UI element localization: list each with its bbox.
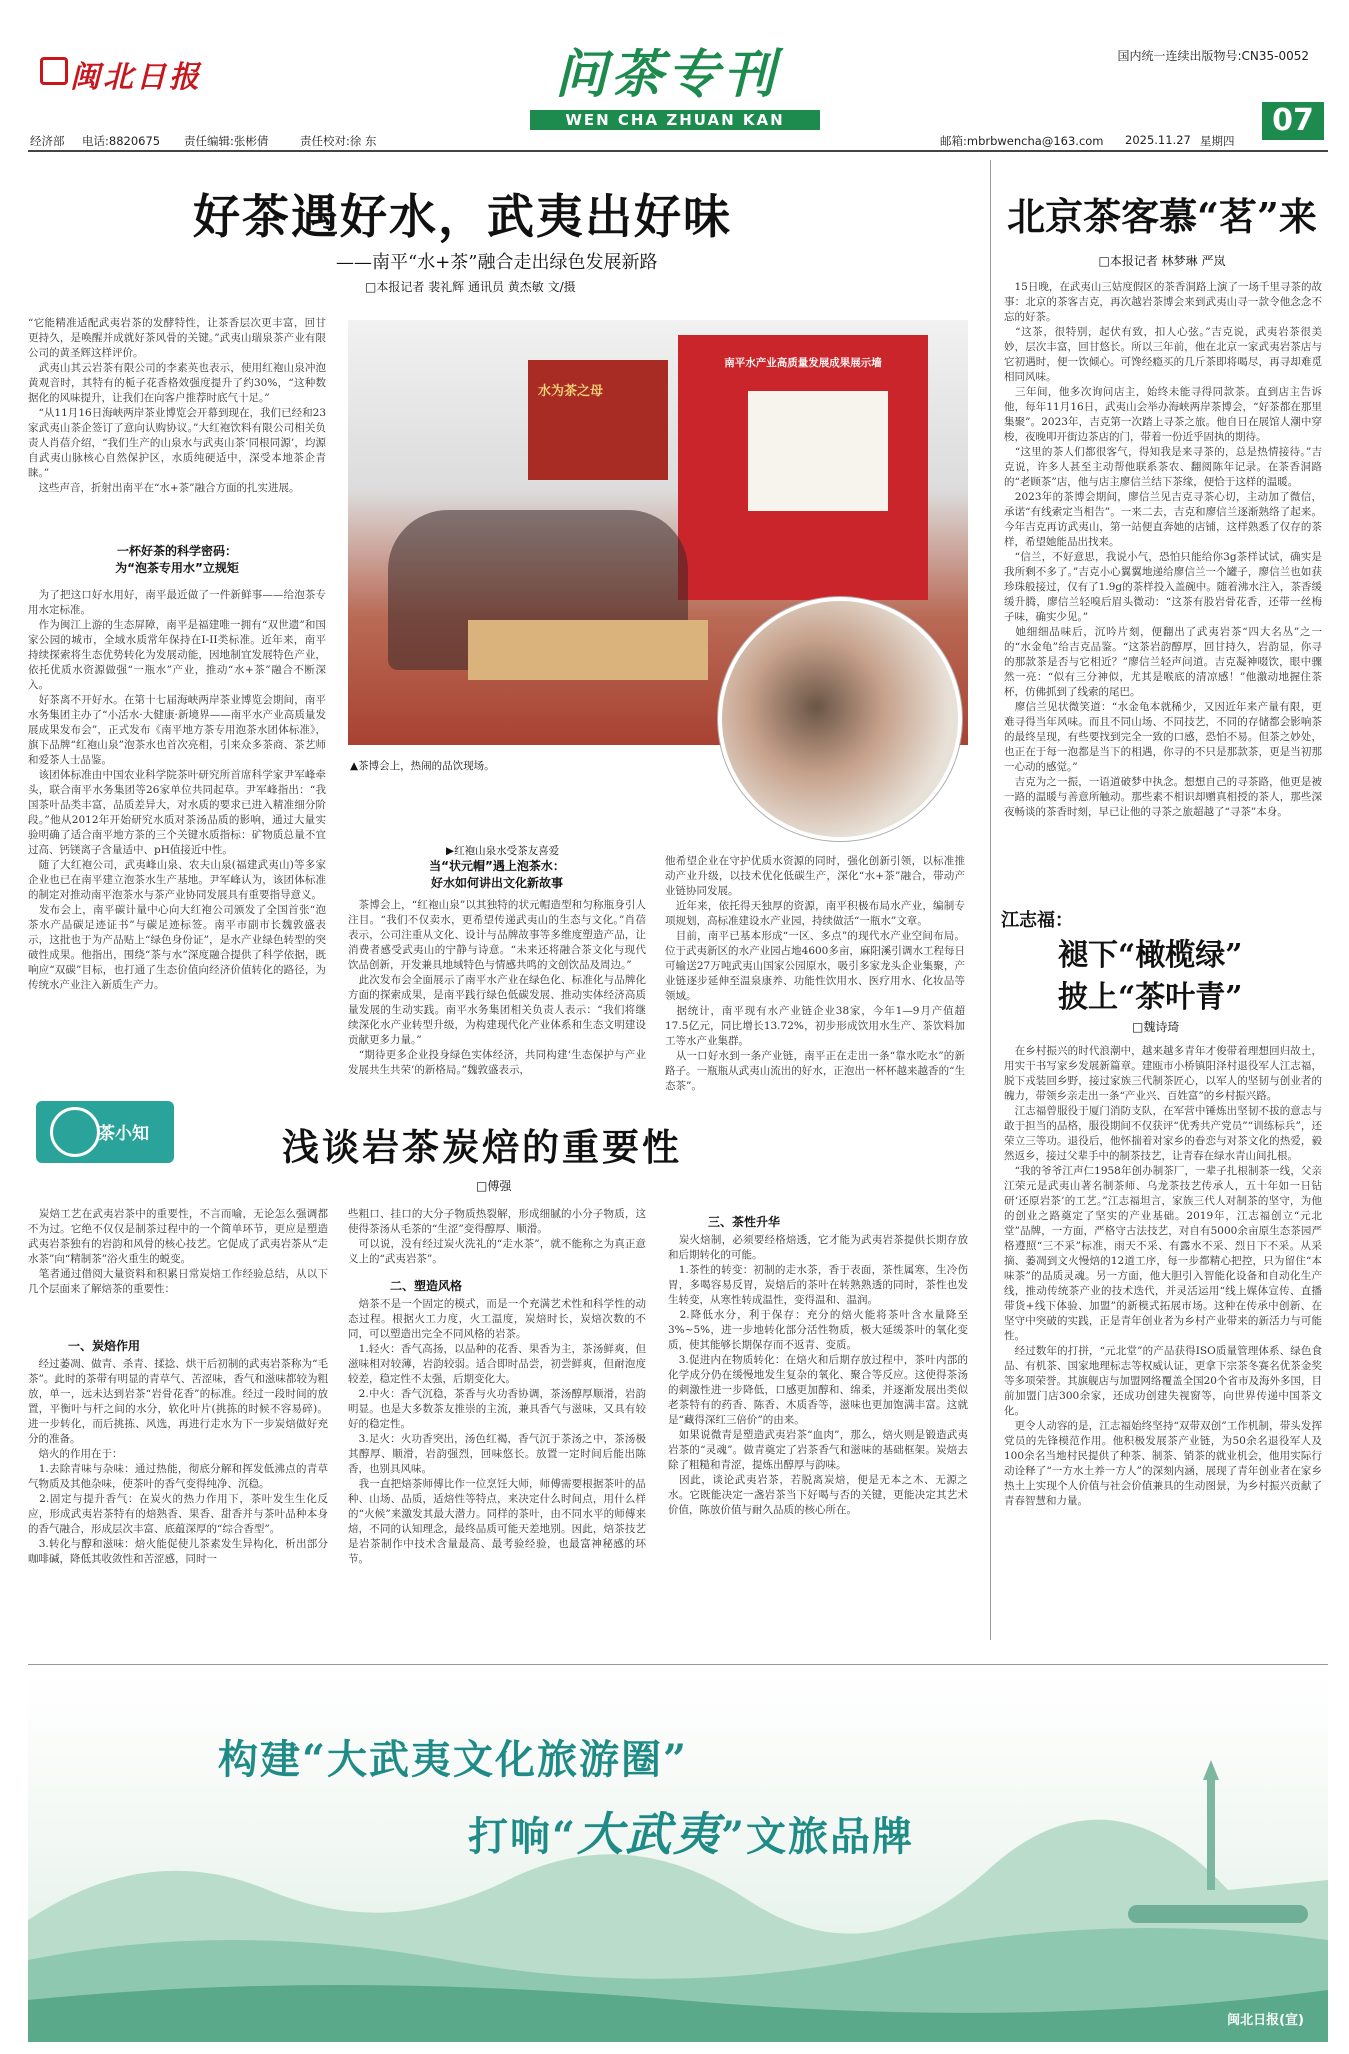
date: 2025.11.27	[1125, 133, 1191, 147]
tea-badge-label: 茶小知	[98, 1124, 149, 1144]
editor: 责任编辑:张彬倩	[184, 134, 269, 148]
rock-tea-col2-intro: 些粗口、挂口的大分子物质热裂解，形成细腻的小分子物质，这使得茶汤从毛茶的“生涩”变得醇厚、顺滑。 可以说，没有经过炭火洗礼的“走水茶”，就不能称之为真正意义上的“武夷岩茶”。	[348, 1208, 646, 1265]
main-byline: □本报记者 裴礼辉 通讯员 黄杰敏 文/摄	[365, 280, 576, 294]
main-subhead-2: 当“状元帽”遇上泡茶水： 好水如何讲出文化新故事	[429, 859, 565, 890]
photo-left-booth	[528, 360, 668, 480]
paper-name: 闽北日报	[70, 60, 202, 95]
tea-badge-icon	[50, 1107, 100, 1157]
banner-bridge	[1128, 1905, 1308, 1923]
weekday: 星期四	[1200, 134, 1235, 148]
photo-tea-lady	[718, 597, 962, 841]
rock-tea-col1-body: 经过萎凋、做青、杀青、揉捻、烘干后初制的武夷岩茶称为“毛茶”。此时的茶带有明显的青草气、苦涩味，香气和滋味都较为粗放，单一，远未达到岩茶“岩骨花香”的标准。经过一段时间的放置，平衡叶与杆之间的水分，软化叶片(挑拣的时候不容易碎)。进一步转化，而后挑拣、风选，再进行走水为下一步炭焙做好充分的准备。 焙火的作用在于： 1.去除青味与杂味：通过热能，彻底分解和挥发低沸点的青草气物质及其他杂味，使茶叶的香气变得纯净、沉稳。 2.固定与提升香气：在炭火的热力作用下，茶叶发生生化反应，形成武夷岩茶特有的焙熟香、果香、甜香并与茶叶品种本身的香气融合，形成层次丰富、底蕴深厚的“综合香型”。 3.转化与醇和滋味：焙火能促使儿茶素发生异构化，析出部分咖啡碱，降低其收敛性和苦涩感，同时一	[28, 1358, 328, 1565]
beijing-byline: □本报记者 林梦琳 严岚	[1098, 254, 1226, 268]
supplement-pinyin: WEN CHA ZHUAN KAN	[530, 110, 820, 130]
rock-tea-title: 浅谈岩茶炭焙的重要性	[282, 1125, 682, 1169]
culture-tourism-banner	[28, 1670, 1328, 2042]
serial-number: 国内统一连续出版物号:CN35-0052	[1117, 49, 1309, 63]
banner-headline-2-suffix: ”文旅品牌	[721, 1813, 915, 1860]
rock-tea-h1: 一、炭焙作用	[68, 1339, 141, 1353]
col-divider	[990, 160, 991, 1640]
page-number: 07	[1262, 102, 1324, 140]
rock-tea-article	[28, 1095, 988, 1665]
main-subhead-1: 一杯好茶的科学密码： 为“泡茶专用水”立规矩	[115, 544, 239, 575]
jiangxi-kicker: 江志福：	[1001, 910, 1073, 931]
masthead-rule	[28, 150, 1328, 152]
banner-top-rule	[28, 1664, 1328, 1665]
rock-tea-col1-intro: 炭焙工艺在武夷岩茶中的重要性，不言而喻，无论怎么强调都不为过。它绝不仅仅是制茶过程中的一个简单环节，更应是塑造武夷岩茶独有的岩韵和风骨的核心技艺。它促成了武夷岩茶从“走水茶”向“精制茶”浴火重生的蜕变。 笔者通过借阅大量资料和积累日常炭焙工作经验总结，从以下几个层面来了解焙茶的重要性：	[28, 1208, 328, 1295]
main-col3-body: 他希望企业在守护优质水资源的同时，强化创新引领，以标准推动产业升级，以技术优化低碳生产，深化“水+茶”融合，带动产业链协同发展。 近年来，依托得天独厚的资源，南平积极布局水产业，编制专项规划，高标准建设水产业园，持续做活“一瓶水”文章。 目前，南平已基本形成“一区、多点”的现代水产业空间布局。位于武夷新区的水产业园占地4600多亩，麻阳溪引调水工程每日可输送27万吨武夷山国家公园原水，吸引多家龙头企业集聚，产业链逐步延伸至温泉康养、功能性饮用水、医疗用水、化妆品等领域。 据统计，南平现有水产业链企业38家，今年1—9月产值超17.5亿元，同比增长13.72%，初步形成饮用水生产、茶饮料加工等水产业集群。 从一口好水到一条产业链，南平正在走出一条“靠水吃水”的新路子。一瓶瓶从武夷山流出的好水，正泡出一杯杯越来越香的“生态茶”。	[665, 855, 965, 1092]
photo-left-booth-banner: 水为茶之母	[538, 384, 604, 399]
rock-tea-h3: 三、茶性升华	[708, 1215, 781, 1229]
main-col1-body: 为了把这口好水用好，南平最近做了一件新鲜事——给泡茶专用水定标准。 作为闽江上游的生态屏障，南平是福建唯一拥有“双世遗”和国家公园的城市，全域水质常年保持在I-II类标准。近年来，南平持续探索将生态优势转化为发展动能，因地制宜发展特色产业，依托优质水资源做强“一瓶水”产业，推动“水+茶”融合不断深入。 好茶离不开好水。在第十七届海峡两岸茶业博览会期间，南平水务集团主办了“小活水·大健康·新境界——南平水产业高质量发展成果发布会”，正式发布《南平地方茶专用泡茶水团体标准》，旗下品牌“红袍山泉”泡茶水也首次亮相，引来众多茶商、茶艺师和爱茶人士品鉴。 该团体标准由中国农业科学院茶叶研究所首席科学家尹军峰牵头，联合南平水务集团等26家单位共同起草。尹军峰指出：“我国茶叶品类丰富，品质差异大，对水质的要求已进入精准细分阶段。”他从2012年开始研究水质对茶汤品质的影响，通过大量实验明确了适合南平地方茶的三个关键水质指标：矿物质总量不宜过高、钙镁离子含量适中、pH值接近中性。 随了大红袍公司，武夷峰山泉、农夫山泉(福建武夷山)等多家企业也已在南平建立泡茶水生产基地。尹军峰认为，该团体标准的制定对推动南平泡茶水与茶产业协同发展具有重要指导意义。 发布会上，南平碳计量中心向大红袍公司颁发了全国首张“泡茶水产品碳足迹证书”与碳足迹标签。南平市副市长魏敦盛表示，这批也于为产品贴上“绿色身份证”，是水产业绿色转型的突破性成果。他指出，围绕“茶与水”深度融合提供了科学依据，既响应“双碳”目标，也打通了生态价值向经济价值转化的路径，为传统水产业注入新质生产力。	[28, 589, 326, 991]
main-title: 好茶遇好水，武夷出好味	[193, 190, 732, 245]
beijing-body: 15日晚，在武夷山三姑度假区的茶香洞路上演了一场千里寻茶的故事：北京的茶客吉克，再次越岩茶博会来到武夷山寻一款令他念念不忘的好茶。 “这茶，很特别，起伏有致，扣人心弦。”吉克说，武夷岩茶很美妙，层次丰富，回甘悠长。所以三年前，他在北京一家武夷岩茶店与它初遇时，便一饮倾心。可馋经瘾买的几斤茶即将喝尽，再寻却难觅相同风味。 三年间，他多次询问店主，始终未能寻得同款茶。直到店主告诉他，每年11月16日，武夷山会举办海峡两岸茶博会，“好茶都在那里集聚”。2023年，吉克第一次踏上寻茶之旅。他自日在展馆人潮中穿梭，夜晚叩开街边茶店的门，带着一份近乎固执的期待。 “这里的茶人们都很客气，得知我是来寻茶的，总是热情接待。”吉克说，许多人甚至主动帮他联系茶农、翻阅陈年记录。在茶香洞路的“老顾茶”店，他与店主廖信兰结下茶缘，便恰于这样的温暖。 2023年的茶博会期间，廖信兰见吉克寻茶心切，主动加了微信，承诺“有线索定当相告”。一来二去，吉克和廖信兰逐渐熟络了起来。今年吉克再访武夷山，第一站便直奔她的店铺，这样熟悉了仅存的茶样，希望她能品出找来。 “信兰，不好意思，我说小气，恐怕只能给你3g茶样试试，确实是我所剩不多了。”吉克小心翼翼地递给廖信兰一个罐子，廖信兰也如获珍珠般接过，仅有了1.9g的茶样投入盖碗中。随着沸水注入，茶香缓缓升腾，廖信兰轻嗅后眉头微动：“这茶有股岩骨花香，还带一丝梅子味，确实少见。” 她细细品味后，沉吟片刻，便翻出了武夷岩茶“四大名丛”之一的“水金龟”给吉克品鉴。“这茶岩韵醇厚，回甘持久，岩韵显，你寻的那款茶是否与它相近？”廖信兰轻声问道。吉克凝神啜饮，眼中骤然一亮：“似有三分神似，尤其是喉底的清凉感！”他激动地握住茶杯，仿佛抓到了线索的尾巴。 廖信兰见状微笑道：“水金龟本就稀少，又因近年来产量有限，更难寻得当年风味。而且不同山场、不同技艺，不同的存储都会影响茶的最终呈现，有些要找到完全一致的口感，恐怕不易。但茶之妙处，也正在于每一泡都是当下的相遇，你寻的不只是那款茶，更是当初那一心动的感觉。” 吉克为之一振，一语道破梦中执念。想想自己的寻茶路，他更是被一路的温暖与善意所触动。那些素不相识却赠真相授的茶人，那些深夜畅谈的茶香时刻，早已让他的寻茶之旅超越了“寻茶”本身。	[1004, 281, 1322, 818]
rock-tea-col2-body: 焙茶不是一个固定的模式，而是一个充满艺术性和科学性的动态过程。根据火工力度，火工温度，炭焙时长，炭焙次数的不同，可以塑造出完全不同风格的岩茶。 1.轻火：香气高扬，以品种的花香、果香为主，茶汤鲜爽，但滋味相对较薄，岩韵较弱。适合即时品尝，初尝鲜爽，但耐泡度较差，稳定性不太强，后期变化大。 2.中火：香气沉稳，茶香与火功香协调，茶汤醇厚顺滑，岩韵明显。也是大多数茶友推崇的主流，兼具香气与滋味，又具有较好的稳定性。 3.足火：火功香突出，汤色红褐，香气沉于茶汤之中，茶汤极其醇厚、顺滑，岩韵强烈，回味悠长。放置一定时间后能出陈香，也别具风味。 我一直把焙茶师傅比作一位烹饪大师，师傅需要根据茶叶的品种、山场、品质，适焙性等特点，来决定什么时间点，用什么样的“火候”来激发其最大潜力。同样的茶叶，由不同水平的师傅来焙，不同的认知理念，最终品质可能天差地别。因此，焙茶技艺是岩茶制作中技术含量最高、最考验经验，也最富神秘感的环节。	[348, 1298, 646, 1565]
jiangxi-title-line2: 披上“茶叶青”	[1058, 980, 1243, 1015]
jiangxi-body: 在乡村振兴的时代浪潮中，越来越多青年才俊带着理想回归故土，用实干书写家乡发展新篇章。建瓯市小桥镇阳泽村退役军人江志福，脱下戎装回乡野，接过家族三代制茶匠心，以军人的坚韧与创业者的魄力，带领乡亲走出一条“产业兴、百姓富”的乡村振兴路。 江志福曾服役于厦门消防支队，在军营中锤炼出坚韧不拔的意志与敢于担当的品格，服役期间不仅获评“优秀共产党员”“训练标兵”，还荣立三等功。退役后，他怀揣着对家乡的眷恋与对茶文化的热爱，毅然返乡，接过父辈手中的制茶技艺，让青春在绿水青山间扎根。 “我的爷爷江声仁1958年创办制茶厂，一辈子扎根制茶一线，父亲江荣元是武夷山著名制茶师、乌龙茶技艺传承人，五十年如一日钻研‘还原岩茶’的工艺。”江志福坦言，家族三代人对制茶的坚守，为他的创业之路奠定了坚实的产业基础。2019年，江志福创立“元北堂”品牌，一方面，严格守古法技艺，对自有5000余亩原生态茶园严格遵照“三不采”标准，雨天不采、有露水不采、烈日下不采。从采摘、萎凋到文火慢焙的12道工序，每一步都精心把控，只为留住“本味茶”的品质灵魂。另一方面，他大胆引入智能化设备和自动化生产线，推动传统茶产业的技术迭代，并灵活运用“线上媒体宣传、直播带货+线下体验、加盟”的新模式拓展市场。这种在传承中创新、在坚守中突破的实践，正是青年创业者为乡村产业带来的新活力与可能性。 经过数年的打拼，“元北堂”的产品获得ISO质量管理体系、绿色食品、有机茶、国家地理标志等权威认证，更拿下宗茶冬赛名优茶金奖等多项荣誉。其旗舰店与加盟网络覆盖全国20个省市及海外多国，目前加盟门店300余家，还成功创建失视窗等，向世界传递中国茶文化。 更令人动容的是，江志福始终坚持“双带双创”工作机制，带头发挥党员的先锋模范作用。他积极发展茶产业链，为50余名退役军人及100余名当地村民提供了种茶、制茶、销茶的就业机会，他用实际行动诠释了“一方水土养一方人”的深刻内涵，展现了青年创业者在家乡热土上实现个人价值与社会价值兼具的生动图景，为乡村振兴贡献了青春智慧和力量。	[1004, 1045, 1322, 1507]
photo-booth-wall	[678, 335, 928, 600]
banner-headline-1: 构建“大武夷文化旅游圈”	[218, 1736, 689, 1783]
rock-tea-col3-body: 炭火焙制，必须要经格焙透，它才能为武夷岩茶提供长期存放和后期转化的可能。 1.茶性的转变：初制的走水茶，香于表面，茶性属寒，生冷伤胃，多喝容易反胃，炭焙后的茶叶在转熟熟透的同时，茶性也发生转变，从寒性转成温性，变得温和、温润。 2.降低水分，利于保存：充分的焙火能将茶叶含水量降至3%~5%，进一步地转化部分活性物质，极大延缓茶叶的氧化变质，使其能够长期保存而不返青、变质。 3.促进内在物质转化：在焙火和后期存放过程中，茶叶内部的化学成分仍在缓慢地发生复杂的氧化、聚合等反应。这使得茶汤的刺激性进一步降低，口感更加醇和、绵柔，并逐渐发展出类似老茶特有的药香、陈香、木质香等，滋味也更加饱满丰富。这就是“藏得深红三倍价”的由来。 如果说微青是塑造武夷岩茶“血肉”，那么，焙火则是锻造武夷岩茶的“灵魂”。做青奠定了岩茶香气和滋味的基础框架。炭焙去除了粗糙和青涩，提炼出醇厚与韵味。 因此，谈论武夷岩茶，若脱离炭焙，便是无本之木、无源之水。它既能决定一盏岩茶当下好喝与否的关键，更能决定其艺术价值，陈放价值与耐久品质的核心所在。	[668, 1234, 968, 1516]
photo-booth-sign: 南平水产业高质量发展成果展示墙	[724, 357, 882, 369]
rock-tea-byline: □傅强	[476, 1179, 512, 1193]
photo2-caption: ▶红袍山泉水受茶友喜爱	[446, 845, 560, 857]
dept: 经济部	[30, 134, 65, 148]
rock-tea-h2: 二、塑造风格	[390, 1279, 463, 1293]
main-article	[28, 160, 988, 1092]
supplement-title: 问茶专刊	[555, 44, 780, 105]
main-subtitle: ——南平“水+茶”融合走出绿色发展新路	[336, 252, 658, 273]
masthead	[0, 0, 1349, 150]
beijing-title: 北京茶客慕“茗”来	[1007, 194, 1317, 239]
main-col1-intro: “它能精准适配武夷岩茶的发酵特性，让茶香层次更丰富，回甘更持久，是唤醒并成就好茶风骨的关键。”武夷山瑞泉茶产业有限公司的黄圣辉这样评价。 武夷山其云岩茶有限公司的李素英也表示，使用红袍山泉冲泡黄观音时，其特有的栀子花香格效强度提升了约30%，“这种数据化的风味提升，让我们在向客户推荐时底气十足。” “从11月16日海峡两岸茶业博览会开幕到现在，我们已经和23家武夷山茶企签订了意向认购协议。”大红袍饮料有限公司相关负责人肖蓓介绍，“我们生产的山泉水与武夷山茶‘同根同源’，均源自武夷山脉核心自然保护区，水质纯硬适中，深受本地茶企青睐。” 这些声音，折射出南平在“水+茶”融合方面的扎实进展。	[28, 317, 326, 494]
banner-brand: 大武夷	[577, 1807, 722, 1861]
jiangxi-title-line1: 褪下“橄榄绿”	[1058, 938, 1243, 973]
main-col2-body: 茶博会上，“红袍山泉”以其独特的状元帽造型和匀称瓶身引人注目。“我们不仅卖水，更希望传递武夷山的生态与文化。”肖蓓表示，公司注重从文化、设计与品牌故事等多维度塑造产品，让消费者感受武夷山的宁静与诗意。“未来还将融合茶文化与现代饮品创新，开发兼具地域特色与情感共鸣的文创饮品及周边。” 此次发布会全面展示了南平水产业在绿色化、标准化与品牌化方面的探索成果，是南平践行绿色低碳发展、推动实体经济高质量发展的生动实践。南平水务集团相关负责人表示：“我们将继续深化水产业转型升级，为构建现代化产业体系和生态文明建设贡献更多力量。” “期待更多企业投身绿色实体经济，共同构建‘生态保护与产业发展共生共荣’的新格局。”魏敦盛表示，	[348, 899, 646, 1076]
photo1-caption: ▲茶博会上，热闹的品饮现场。	[350, 760, 495, 772]
email: 邮箱:mbrbwencha@163.com	[940, 134, 1104, 148]
jiangxi-article	[1000, 900, 1324, 1640]
banner-headline-2-prefix: 打响“	[468, 1813, 578, 1860]
photo-tea-tables	[468, 620, 708, 680]
proofreader: 责任校对:徐 东	[300, 134, 377, 148]
paper-logo-icon	[40, 57, 68, 85]
phone: 电话:8820675	[82, 134, 161, 148]
tea-badge	[36, 1101, 174, 1163]
jiangxi-byline: □魏诗琦	[1132, 1020, 1180, 1034]
banner-headline-2	[468, 1798, 914, 1864]
beijing-article	[1000, 160, 1324, 900]
photo-booth-panel	[748, 391, 888, 511]
banner-credit: 闽北日报(宣)	[1227, 2013, 1304, 2028]
